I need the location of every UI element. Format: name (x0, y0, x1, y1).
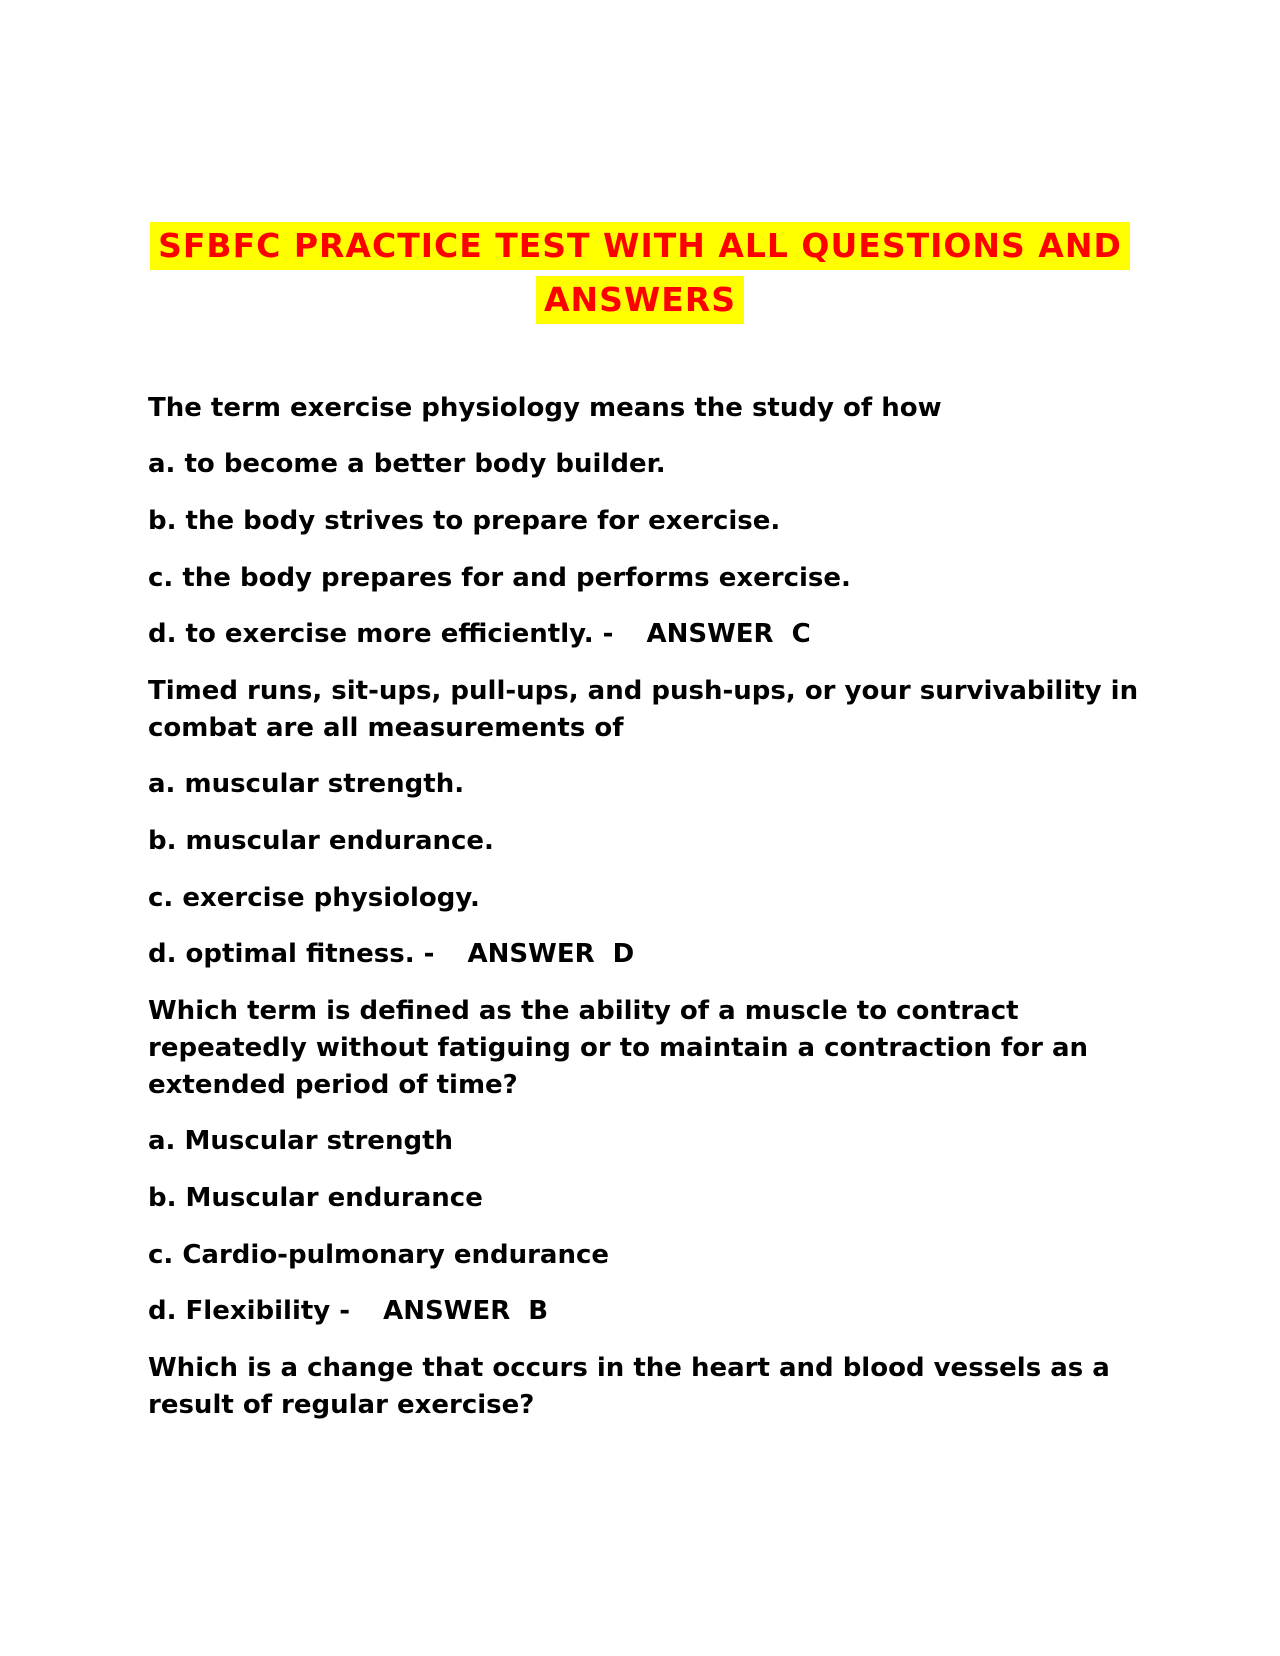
option-c: c. Cardio-pulmonary endurance (148, 1240, 610, 1270)
option-b: b. Muscular endurance (148, 1183, 483, 1213)
option-c: c. exercise physiology. (148, 883, 480, 913)
document-title (0, 222, 1280, 330)
option-d-with-answer (148, 1291, 548, 1331)
option-d: d. to exercise more efficiently. - (148, 619, 614, 649)
answer (383, 1291, 548, 1331)
title-line-2: ANSWERS (536, 276, 744, 324)
option-a: a. to become a better body builder. (148, 449, 666, 479)
answer-label: ANSWER (467, 939, 595, 969)
answer-label: ANSWER (383, 1296, 511, 1326)
answer (646, 614, 810, 654)
question-text: The term exercise physiology means the study of how (148, 393, 942, 423)
question-text: repeatedly without fatiguing or to maintain a contraction for an (148, 1033, 1088, 1063)
answer-value: B (528, 1296, 549, 1326)
question-text: extended period of time? (148, 1070, 518, 1100)
answer (468, 934, 635, 974)
option-c: c. the body prepares for and performs exercise. (148, 563, 851, 593)
option-d-with-answer (148, 614, 811, 654)
option-b: b. muscular endurance. (148, 826, 494, 856)
option-d: d. optimal fitness. - (148, 939, 435, 969)
option-b: b. the body strives to prepare for exercise. (148, 506, 781, 536)
option-d: d. Flexibility - (148, 1296, 351, 1326)
question-text: Which term is defined as the ability of a muscle to contract (148, 996, 1019, 1026)
question-text: result of regular exercise? (148, 1390, 535, 1420)
option-a: a. muscular strength. (148, 769, 465, 799)
option-a: a. Muscular strength (148, 1126, 454, 1156)
answer-value: C (791, 619, 811, 649)
question-text: combat are all measurements of (148, 713, 624, 743)
answer-label: ANSWER (646, 619, 774, 649)
question-text: Timed runs, sit-ups, pull-ups, and push-ups, or your survivability in (148, 676, 1139, 706)
option-d-with-answer (148, 934, 634, 974)
question-text: Which is a change that occurs in the heart and blood vessels as a (148, 1353, 1110, 1383)
answer-value: D (612, 939, 635, 969)
title-line-1: SFBFC PRACTICE TEST WITH ALL QUESTIONS AND (150, 222, 1130, 270)
